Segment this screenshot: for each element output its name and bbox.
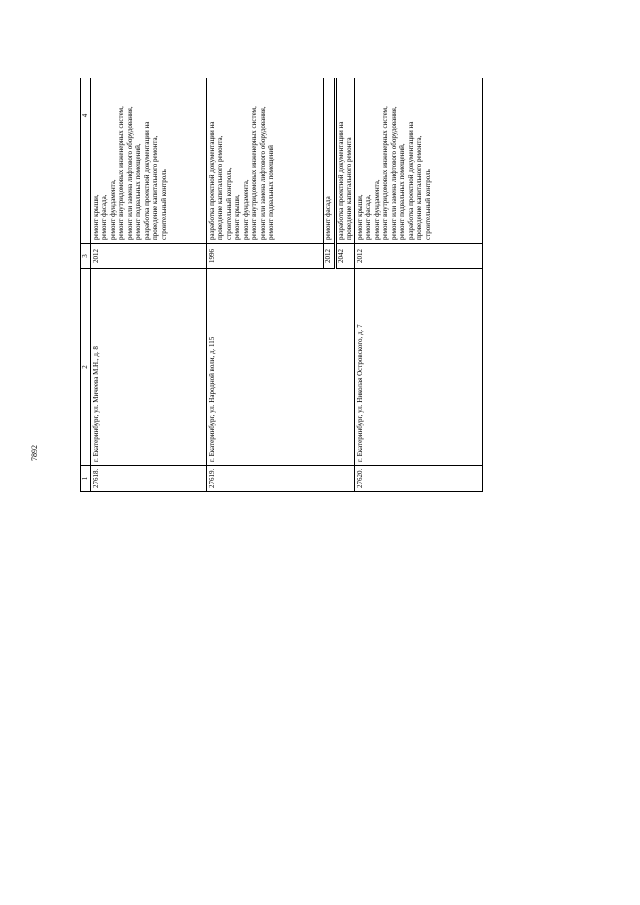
work-item: ремонт или замена лифтового оборудования, (125, 106, 134, 240)
work-item: строительный контроль (159, 169, 168, 240)
subrow-works (323, 78, 335, 244)
table-canvas (80, 78, 494, 492)
work-item: проведение капитального ремонта, (151, 135, 159, 240)
row-year: 2012 (354, 244, 482, 269)
rotated-table-frame (80, 78, 494, 845)
work-item: ремонт фундамента, (108, 179, 117, 240)
work-item: ремонт фундамента, (372, 179, 381, 240)
table-row (206, 78, 323, 492)
header-col-2: 2 (81, 269, 91, 466)
table-row (90, 78, 206, 492)
work-item: ремонт или замена лифтового оборудования, (389, 106, 398, 240)
work-item: проведение капитального ремонта (345, 137, 353, 240)
row-number: 27619. (206, 466, 354, 492)
subrow-year: 2042 (335, 244, 354, 269)
row-works (354, 78, 482, 244)
row-address: г. Екатеринбург, ул. Мичеева М.Н., д. 8 (90, 269, 206, 466)
table-row (354, 78, 482, 492)
subrow-year: 2012 (323, 244, 335, 269)
work-item: разработка проектной документации на (406, 121, 415, 240)
work-item: строительный контроль (423, 169, 432, 240)
repair-schedule-table (80, 78, 483, 492)
row-year: 1996 (206, 244, 323, 269)
work-item: строительный контроль, (224, 167, 233, 240)
work-item: ремонт фасада, (364, 194, 372, 240)
work-item: проведение капитального ремонта, (216, 135, 224, 240)
work-item: ремонт крыши, (91, 194, 100, 240)
work-item: ремонт подвальных помещений, (134, 143, 142, 240)
work-item: разработка проектной документации на (207, 121, 216, 240)
work-item: ремонт крыши, (233, 194, 241, 240)
subrow-works (335, 78, 354, 244)
work-item: разработка проектной документации на (142, 121, 151, 240)
work-item: ремонт фасада (323, 196, 332, 240)
work-item: ремонт внутридомовых инженерных систем, (117, 106, 125, 240)
work-item: ремонт внутридомовых инженерных систем, (250, 106, 258, 240)
work-item: ремонт внутридомовых инженерных систем, (381, 106, 389, 240)
work-item: разработка проектной документации на (336, 121, 345, 240)
work-item: ремонт крыши, (355, 194, 364, 240)
row-number: 27620. (354, 466, 482, 492)
row-works (206, 78, 323, 244)
work-item: ремонт подвальных помещений (267, 145, 275, 240)
row-works (90, 78, 206, 244)
row-address: г. Екатеринбург, ул. Николая Островского, д. 7 (354, 269, 482, 466)
header-col-1: 1 (81, 466, 91, 492)
page-number: 7892 (30, 445, 39, 461)
row-year: 2012 (90, 244, 206, 269)
work-item: проведение капитального ремонта, (415, 135, 423, 240)
work-item: ремонт фасада, (100, 194, 108, 240)
work-item: ремонт или замена лифтового оборудования, (258, 106, 267, 240)
work-item: ремонт фундамента, (241, 179, 250, 240)
header-col-4: 4 (81, 78, 91, 244)
row-number: 27618. (90, 466, 206, 492)
work-item: ремонт подвальных помещений, (398, 143, 406, 240)
header-col-3: 3 (81, 244, 91, 269)
table-header-row (81, 78, 91, 492)
row-address: г. Екатеринбург, ул. Народной воли, д. 115 (206, 269, 354, 466)
